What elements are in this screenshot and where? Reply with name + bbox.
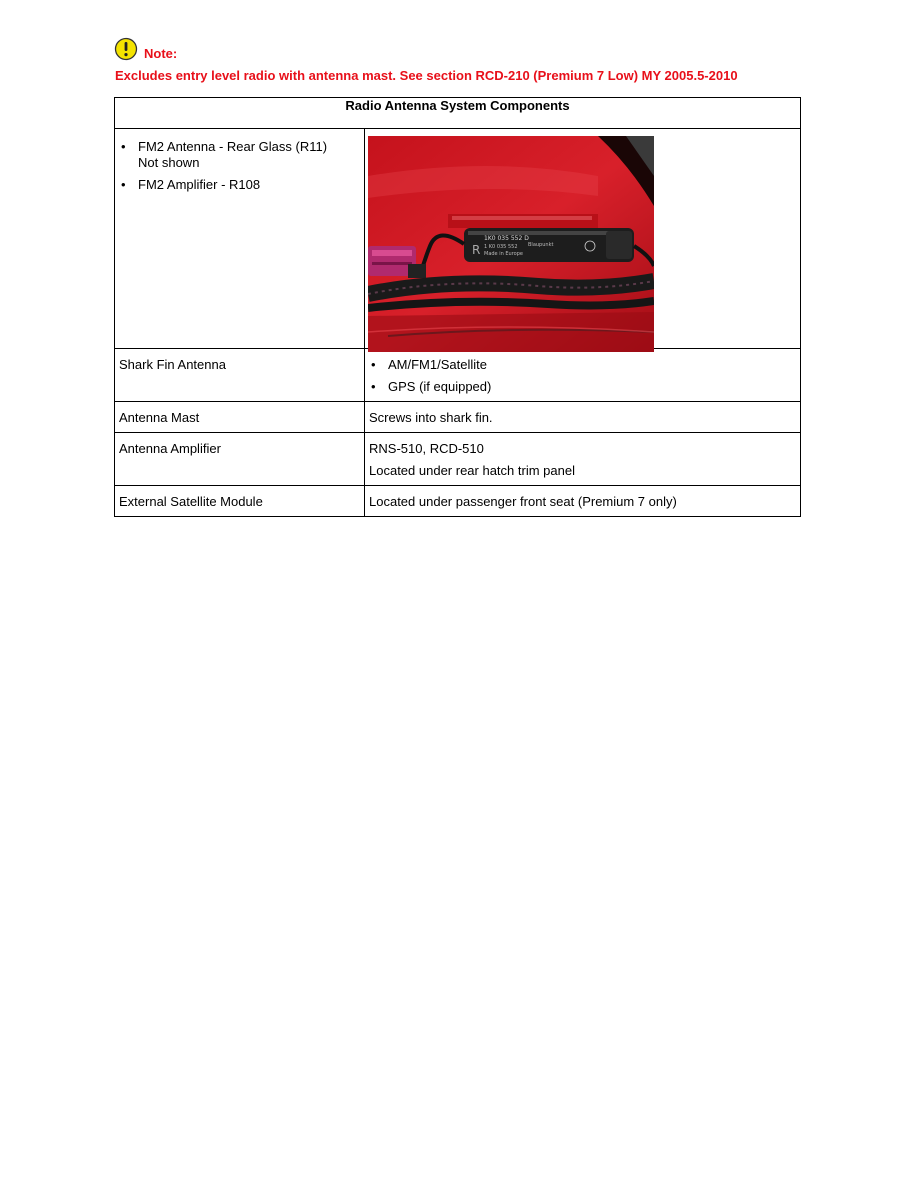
- image-cell: [365, 129, 801, 349]
- note-text: Excludes entry level radio with antenna mast. See section RCD-210 (Premium 7 Low) MY 2005.5-2010: [115, 68, 738, 83]
- antenna-amplifier-photo: [368, 136, 654, 352]
- list-item: • GPS (if equipped): [369, 379, 796, 395]
- detail-list: [369, 357, 796, 395]
- svg-text:Made in Europe: Made in Europe: [484, 251, 523, 257]
- list-item: • FM2 Antenna - Rear Glass (R11) Not shown: [119, 139, 360, 171]
- detail-text: Located under rear hatch trim panel: [369, 463, 575, 478]
- detail-cell: [365, 486, 801, 517]
- detail-text: Screws into shark fin.: [369, 410, 493, 425]
- component-list: [119, 139, 360, 193]
- table-row: [115, 433, 801, 486]
- table-row: [115, 129, 801, 349]
- component-name: Antenna Amplifier: [119, 441, 221, 456]
- table-row: [115, 402, 801, 433]
- note-header: [114, 36, 177, 61]
- component-cell: [115, 129, 365, 349]
- component-name: External Satellite Module: [119, 494, 263, 509]
- detail-text: RNS-510, RCD-510: [369, 441, 484, 456]
- svg-text:1 K0 035 552: 1 K0 035 552: [484, 244, 518, 250]
- component-cell: [115, 486, 365, 517]
- component-cell: [115, 433, 365, 486]
- caution-exclamation-icon: [114, 37, 138, 61]
- note-label: Note:: [144, 46, 178, 61]
- detail-cell: [365, 402, 801, 433]
- svg-text:R: R: [472, 243, 481, 257]
- detail-text: Located under passenger front seat (Premium 7 only): [369, 494, 677, 509]
- component-cell: [115, 349, 365, 402]
- table-row: [115, 486, 801, 517]
- component-name: Shark Fin Antenna: [119, 357, 226, 372]
- list-item: • AM/FM1/Satellite: [369, 357, 796, 373]
- list-item: • FM2 Amplifier - R108: [119, 177, 360, 193]
- svg-text:1K0 035 552 D: 1K0 035 552 D: [484, 235, 529, 242]
- table-row: [115, 349, 801, 402]
- detail-cell: [365, 433, 801, 486]
- table-header-row: [115, 98, 801, 129]
- component-cell: [115, 402, 365, 433]
- table-title: Radio Antenna System Components: [115, 98, 801, 129]
- detail-cell: [365, 349, 801, 402]
- svg-text:Blaupunkt: Blaupunkt: [528, 242, 554, 248]
- component-name: Antenna Mast: [119, 410, 200, 425]
- components-table: [114, 97, 801, 517]
